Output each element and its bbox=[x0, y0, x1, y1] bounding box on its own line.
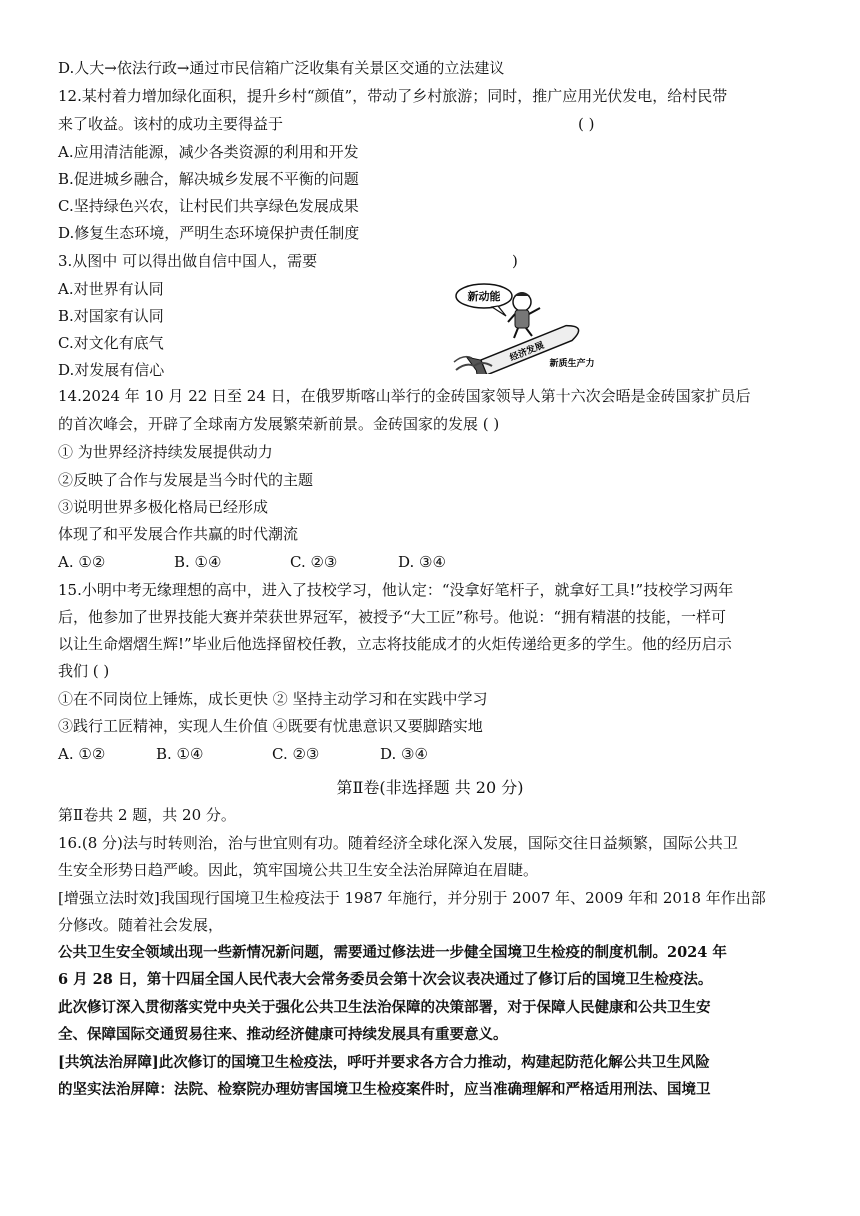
bubble-text: 新动能 bbox=[467, 290, 501, 303]
q14-options bbox=[58, 552, 446, 572]
q14-statement-2: ②反映了合作与发展是当今时代的主题 bbox=[58, 471, 314, 489]
q14-statement-1: ① 为世界经济持续发展提供动力 bbox=[58, 443, 273, 461]
q12-stem-line2: 来了收益。该村的成功主要得益于 bbox=[58, 115, 284, 133]
q15-option-d: D. ③④ bbox=[380, 745, 428, 763]
q13-option-a: A.对世界有认同 bbox=[58, 280, 164, 298]
q16-material1-line1: [增强立法时效]我国现行国境卫生检疫法于 1987 年施行，并分别于 2007 年、2009 年和 2018 年作出部 bbox=[58, 889, 766, 907]
q16-intro-line2: 生安全形势日趋严峻。因此，筑牢国境公共卫生安全法治屏障迫在眉睫。 bbox=[58, 861, 539, 879]
q12-option-c: C.坚持绿色兴农，让村民们共享绿色发展成果 bbox=[58, 197, 359, 215]
q15-statements-3-4: ③践行工匠精神，实现人生价值 ④既要有忧患意识又要脚踏实地 bbox=[58, 717, 483, 735]
q13-stem: 3.从图中 可以得出做自信中国人，需要 bbox=[58, 252, 318, 270]
section-ii-heading: 第Ⅱ卷(非选择题 共 20 分) bbox=[336, 778, 524, 797]
q12-stem-line1: 12.某村着力增加绿化面积，提升乡村“颜值”，带动了乡村旅游；同时，推广应用光伏发电，给村民带 bbox=[58, 87, 728, 105]
rocket-text: 经济发展 bbox=[508, 340, 546, 364]
q15-stem-line1: 15.小明中考无缘理想的高中，进入了技校学习，他认定：“没拿好笔杆子，就拿好工具!”技校学习两年 bbox=[58, 581, 734, 599]
q14-stem-line2: 的首次峰会，开辟了全球南方发展繁荣新前景。金砖国家的发展 ( ) bbox=[58, 415, 500, 433]
q16-material1-line4: 6 月 28 日，第十四届全国人民代表大会常务委员会第十次会议表决通过了修订后的国境卫生检疫法。 bbox=[58, 971, 713, 988]
q12-option-a: A.应用清洁能源，减少各类资源的利用和开发 bbox=[58, 143, 359, 161]
q15-stem-line3: 以让生命熠熠生辉!”毕业后他选择留校任教，立志将技能成才的火炬传递给更多的学生。他的经历启示 bbox=[58, 635, 732, 653]
q14-option-d: D. ③④ bbox=[398, 553, 446, 571]
q16-material1-line5: 此次修订深入贯彻落实党中央关于强化公共卫生法治保障的决策部署，对于保障人民健康和公共卫生安 bbox=[58, 999, 711, 1016]
q15-options bbox=[58, 744, 428, 764]
q14-statement-4: 体现了和平发展合作共赢的时代潮流 bbox=[58, 525, 299, 543]
q16-intro-line1: 16.(8 分)法与时转则治，治与世宜则有功。随着经济全球化深入发展，国际交往日益频繁，国际公共卫 bbox=[58, 834, 738, 852]
q16-material2-line1: [共筑法治屏障]此次修订的国境卫生检疫法，呼吁并要求各方合力推动，构建起防范化解公共卫生风险 bbox=[58, 1054, 710, 1071]
q16-material2-line2: 的坚实法治屏障：法院、检察院办理妨害国境卫生检疫案件时，应当准确理解和严格适用刑法、国境卫 bbox=[58, 1081, 711, 1098]
q15-option-c: C. ②③ bbox=[272, 745, 320, 763]
q16-material1-line6: 全、保障国际交通贸易往来、推动经济健康可持续发展具有重要意义。 bbox=[58, 1026, 508, 1043]
q14-stem-line1: 14.2024 年 10 月 22 日至 24 日，在俄罗斯喀山举行的金砖国家领导人第十六次会晤是金砖国家扩员后 bbox=[58, 387, 751, 405]
q15-option-a: A. ①② bbox=[58, 745, 106, 763]
q15-stem-line4: 我们 ( ) bbox=[58, 662, 110, 680]
q14-option-a: A. ①② bbox=[58, 553, 106, 571]
q12-answer-bracket: ( ) bbox=[578, 115, 595, 133]
rocket-sub-text: 新质生产力 bbox=[549, 359, 595, 369]
q15-option-b: B. ①④ bbox=[156, 745, 204, 763]
q14-option-b: B. ①④ bbox=[174, 553, 222, 571]
q15-statements-1-2: ①在不同岗位上锤炼，成长更快 ② 坚持主动学习和在实践中学习 bbox=[58, 690, 488, 708]
q15-stem-line2: 后，他参加了世界技能大赛并荣获世界冠军，被授予“大工匠”称号。他说：“拥有精湛的技能，一样可 bbox=[58, 608, 727, 626]
q13-option-d: D.对发展有信心 bbox=[58, 361, 165, 379]
rocket-cartoon-illustration bbox=[452, 282, 604, 374]
q11-option-d: D.人大→依法行政→通过市民信箱广泛收集有关景区交通的立法建议 bbox=[58, 59, 505, 77]
q14-option-c: C. ②③ bbox=[290, 553, 338, 571]
q16-material1-line3: 公共卫生安全领域出现一些新情况新问题，需要通过修法进一步健全国境卫生检疫的制度机制。2024 年 bbox=[58, 944, 727, 961]
section-ii-note: 第Ⅱ卷共 2 题，共 20 分。 bbox=[58, 806, 236, 824]
q14-statement-3: ③说明世界多极化格局已经形成 bbox=[58, 498, 269, 516]
q13-option-b: B.对国家有认同 bbox=[58, 307, 164, 325]
q13-option-c: C.对文化有底气 bbox=[58, 334, 164, 352]
q12-option-d: D.修复生态环境，严明生态环境保护责任制度 bbox=[58, 224, 360, 242]
q16-material1-line2: 分修改。随着社会发展， bbox=[58, 916, 224, 934]
q12-option-b: B.促进城乡融合，解决城乡发展不平衡的问题 bbox=[58, 170, 359, 188]
q13-answer-bracket: ) bbox=[512, 252, 518, 270]
